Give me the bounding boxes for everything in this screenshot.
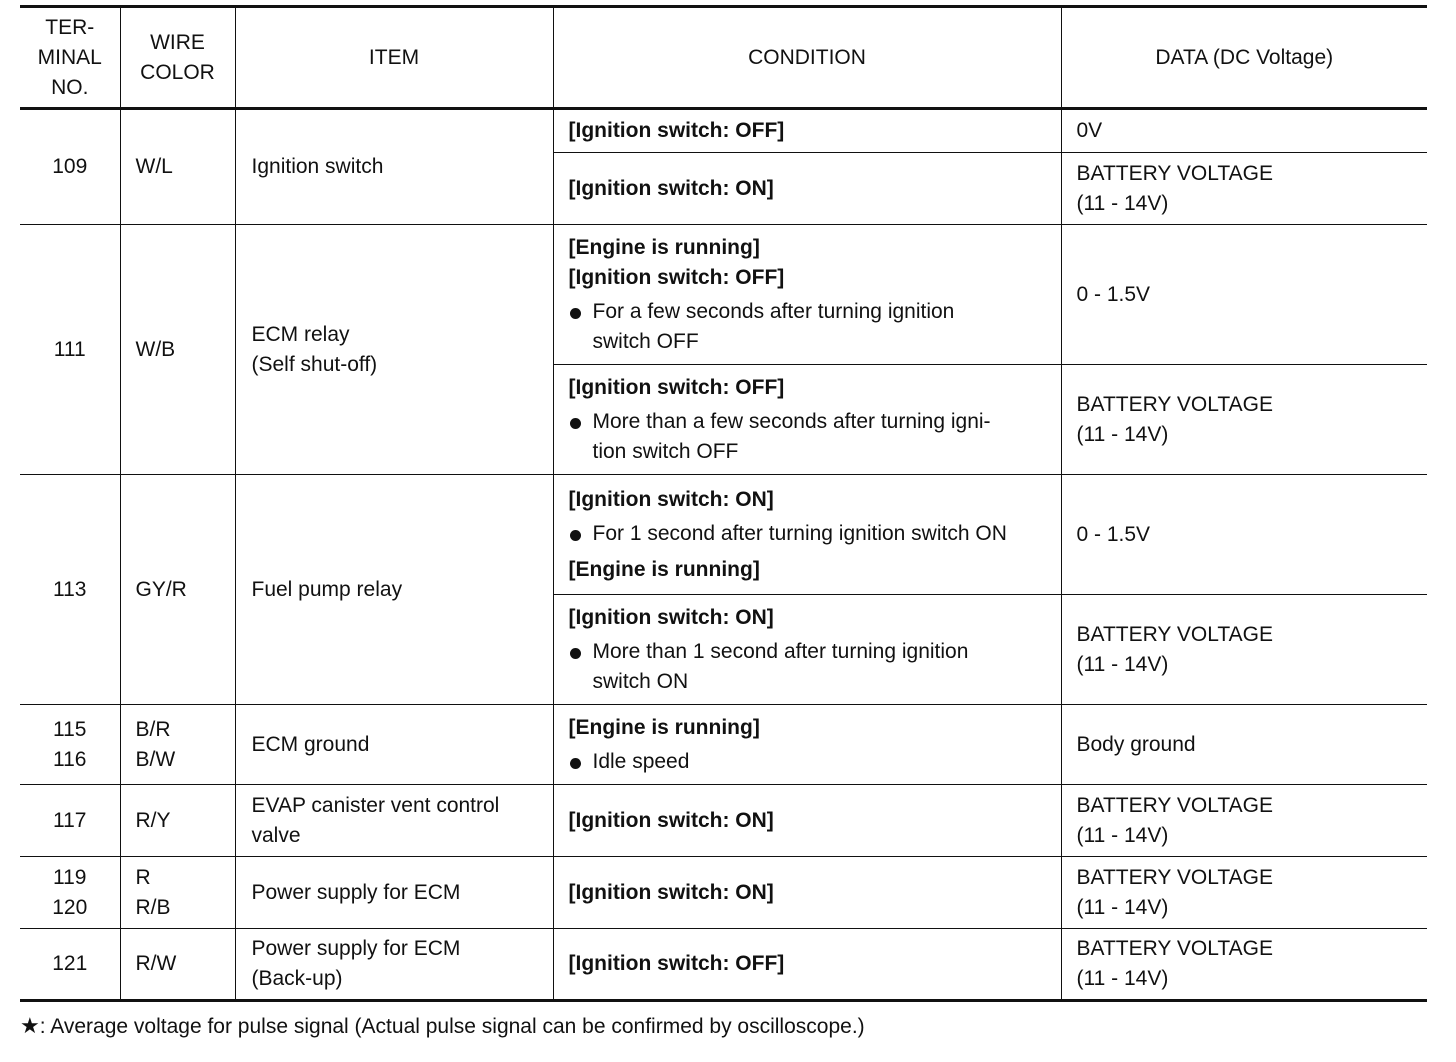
- bullet-icon: [570, 530, 581, 541]
- condition-heading: [Ignition switch: ON]: [568, 605, 774, 629]
- data-cell: [1061, 857, 1427, 929]
- data-line: (11 - 14V): [1076, 895, 1169, 919]
- condition-cell: [553, 153, 1061, 225]
- wire-cell: GY/R: [120, 475, 235, 705]
- terminal-line: 120: [52, 895, 88, 919]
- footnote: [20, 1011, 865, 1042]
- condition-cell: [553, 929, 1061, 1001]
- data-cell: [1061, 365, 1427, 475]
- bullet-icon: [570, 308, 581, 319]
- terminal-cell: 117: [20, 785, 120, 857]
- data-cell: [1061, 153, 1427, 225]
- data-line: (11 - 14V): [1076, 823, 1169, 847]
- data-cell: Body ground: [1061, 705, 1427, 785]
- wire-cell: [120, 857, 235, 929]
- condition-cell: [553, 109, 1061, 153]
- bullet-line: tion switch OFF: [592, 439, 739, 463]
- item-cell: ECM ground: [235, 705, 553, 785]
- bullet-line: switch ON: [592, 669, 689, 693]
- table-row: [20, 785, 1427, 857]
- bullet-line: For 1 second after turning ignition switch ON: [592, 521, 1007, 545]
- data-line: (11 - 14V): [1076, 422, 1169, 446]
- header-row: [20, 7, 1427, 109]
- table-row: [20, 475, 1427, 595]
- item-cell: Power supply for ECM: [235, 857, 553, 929]
- data-line: BATTERY VOLTAGE: [1076, 161, 1273, 185]
- item-line: (Self shut-off): [251, 352, 378, 376]
- terminal-table: [20, 5, 1427, 1002]
- condition-heading: [Ignition switch: ON]: [568, 880, 774, 904]
- item-line: valve: [251, 823, 301, 847]
- star-icon: ★: [20, 1013, 40, 1038]
- item-cell: Fuel pump relay: [235, 475, 553, 705]
- header-terminal-line: MINAL: [37, 45, 102, 69]
- terminal-cell: [20, 857, 120, 929]
- data-cell: [1061, 785, 1427, 857]
- table-row: [20, 109, 1427, 153]
- data-line: BATTERY VOLTAGE: [1076, 392, 1273, 416]
- condition-bullet: [569, 407, 1055, 467]
- condition-cell: [553, 475, 1061, 595]
- data-line: (11 - 14V): [1076, 967, 1169, 990]
- terminal-cell: 113: [20, 475, 120, 705]
- footnote-text: : Average voltage for pulse signal (Actual pulse signal can be confirmed by oscilloscope.): [39, 1015, 865, 1038]
- terminal-cell: 109: [20, 109, 120, 225]
- wire-cell: R/Y: [120, 785, 235, 857]
- condition-heading: [Engine is running]: [568, 557, 760, 581]
- wire-line: R/B: [135, 895, 171, 919]
- header-terminal-line: NO.: [51, 75, 89, 99]
- bullet-icon: [570, 758, 581, 769]
- data-cell: [1061, 595, 1427, 705]
- condition-cell: [553, 785, 1061, 857]
- condition-cell: [553, 595, 1061, 705]
- bullet-line: More than a few seconds after turning igni-: [592, 409, 991, 433]
- item-cell: Ignition switch: [235, 109, 553, 225]
- table-row: [20, 705, 1427, 785]
- bullet-line: Idle speed: [592, 749, 690, 773]
- condition-heading: [Engine is running]: [568, 715, 760, 739]
- terminal-cell: 121: [20, 929, 120, 1001]
- condition-heading: [Engine is running]: [568, 235, 760, 259]
- condition-cell: [553, 705, 1061, 785]
- terminal-line: 119: [53, 865, 87, 889]
- header-wire-color: [120, 7, 235, 109]
- bullet-icon: [570, 418, 581, 429]
- condition-heading: [Ignition switch: ON]: [568, 176, 774, 200]
- item-line: ECM relay: [251, 322, 350, 346]
- condition-heading: [Ignition switch: ON]: [568, 808, 774, 832]
- item-line: (Back-up): [251, 967, 343, 990]
- condition-bullet: [569, 637, 1055, 697]
- data-line: BATTERY VOLTAGE: [1076, 937, 1273, 960]
- bullet-line: switch OFF: [592, 329, 699, 353]
- wire-line: B/R: [135, 717, 171, 741]
- bullet-icon: [570, 648, 581, 659]
- data-cell: [1061, 929, 1427, 1001]
- condition-heading: [Ignition switch: OFF]: [568, 119, 785, 142]
- bullet-line: More than 1 second after turning ignition: [592, 639, 969, 663]
- wire-cell: W/L: [120, 109, 235, 225]
- bullet-line: For a few seconds after turning ignition: [592, 299, 955, 323]
- header-terminal-line: TER-: [45, 15, 95, 39]
- header-wire-line: WIRE: [150, 30, 205, 54]
- condition-cell: [553, 857, 1061, 929]
- condition-heading: [Ignition switch: OFF]: [568, 952, 785, 975]
- terminal-cell: [20, 705, 120, 785]
- condition-cell: [553, 225, 1061, 365]
- data-line: BATTERY VOLTAGE: [1076, 865, 1273, 889]
- wire-line: R: [135, 865, 151, 889]
- data-line: BATTERY VOLTAGE: [1076, 793, 1273, 817]
- wire-cell: W/B: [120, 225, 235, 475]
- terminal-cell: 111: [20, 225, 120, 475]
- header-terminal: [20, 7, 120, 109]
- wire-cell: R/W: [120, 929, 235, 1001]
- condition-heading: [Ignition switch: ON]: [568, 487, 774, 511]
- terminal-line: 115: [53, 717, 87, 741]
- table-row: [20, 929, 1427, 1001]
- condition-cell: [553, 365, 1061, 475]
- condition-heading: [Ignition switch: OFF]: [568, 265, 785, 289]
- table-row: [20, 857, 1427, 929]
- data-line: (11 - 14V): [1076, 191, 1169, 215]
- data-line: BATTERY VOLTAGE: [1076, 622, 1273, 646]
- wire-cell: [120, 705, 235, 785]
- condition-bullet: [569, 519, 1055, 549]
- item-line: EVAP canister vent control: [251, 793, 500, 817]
- header-condition: CONDITION: [553, 7, 1061, 109]
- condition-heading: [Ignition switch: OFF]: [568, 375, 785, 399]
- header-data: DATA (DC Voltage): [1061, 7, 1427, 109]
- item-cell: [235, 225, 553, 475]
- data-line: (11 - 14V): [1076, 652, 1169, 676]
- item-line: Power supply for ECM: [251, 937, 461, 960]
- data-cell: 0 - 1.5V: [1061, 475, 1427, 595]
- data-cell: 0V: [1061, 109, 1427, 153]
- header-item: ITEM: [235, 7, 553, 109]
- terminal-line: 116: [53, 747, 87, 771]
- data-cell: 0 - 1.5V: [1061, 225, 1427, 365]
- item-cell: [235, 785, 553, 857]
- table-row: [20, 225, 1427, 365]
- wire-line: B/W: [135, 747, 176, 771]
- item-cell: [235, 929, 553, 1001]
- header-wire-line: COLOR: [140, 60, 215, 84]
- condition-bullet: [569, 747, 1055, 777]
- condition-bullet: [569, 297, 1055, 357]
